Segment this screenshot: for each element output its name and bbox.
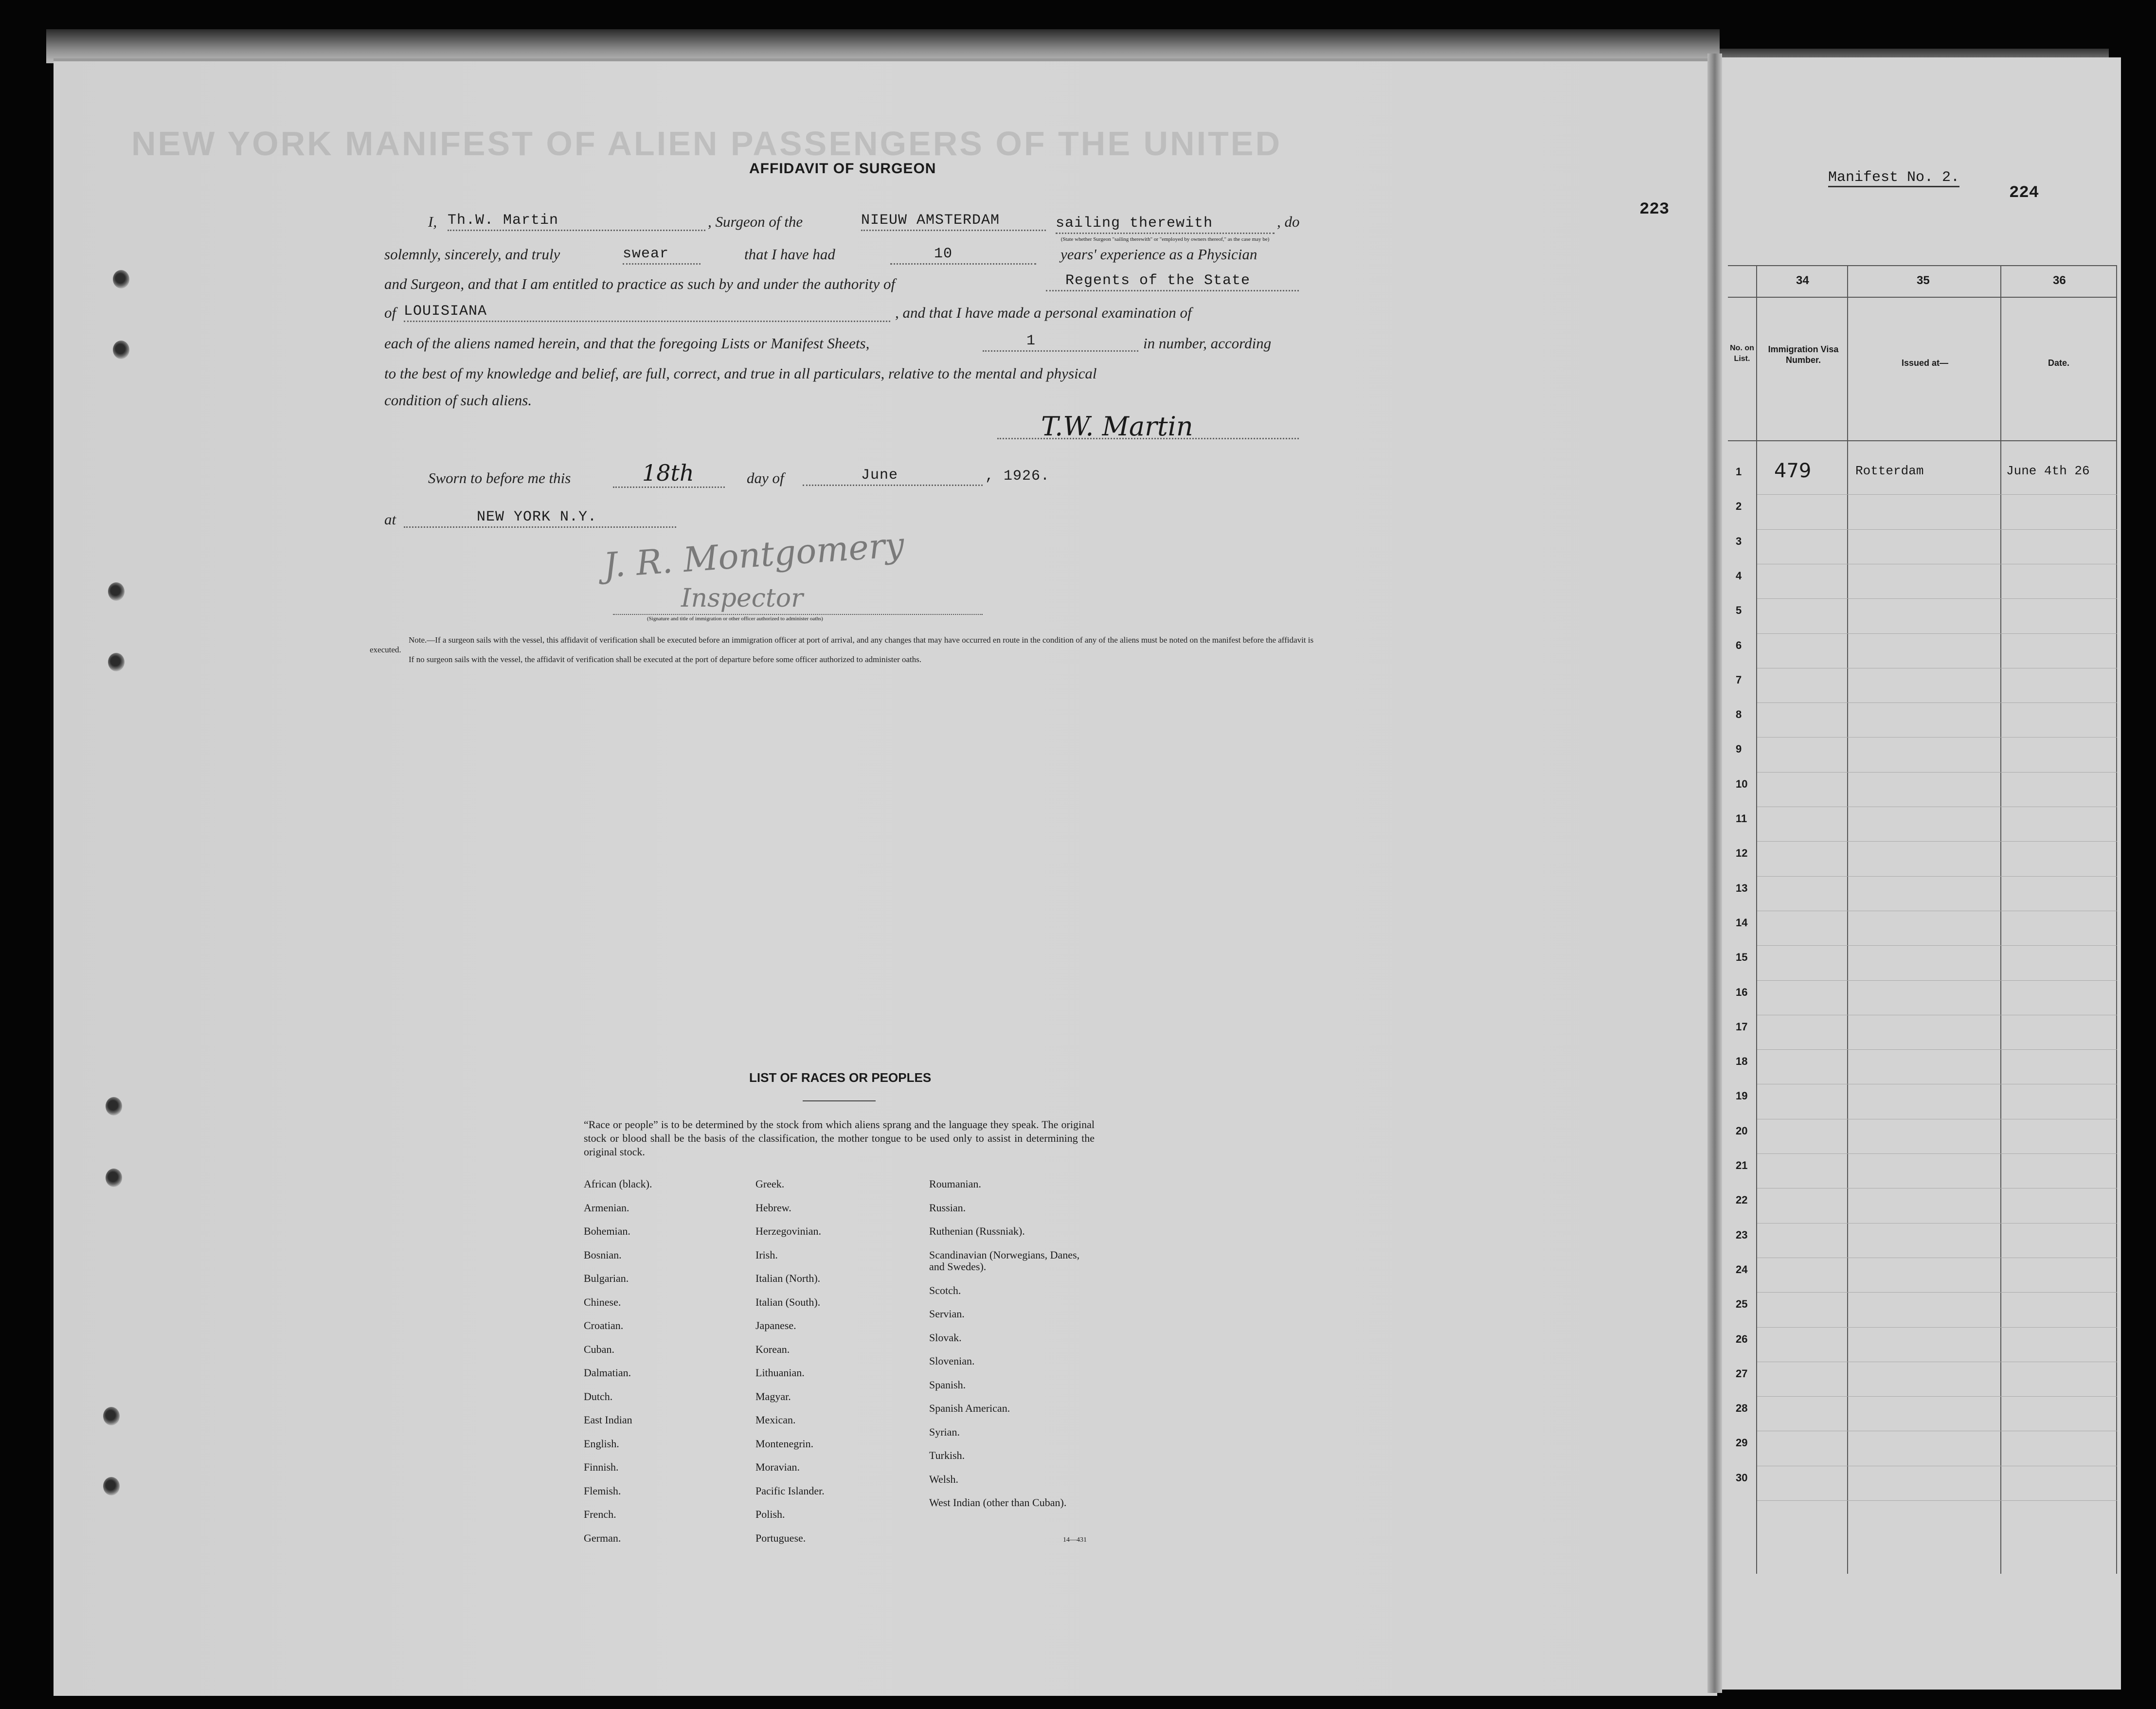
- at-label: at: [384, 511, 396, 528]
- column-head-issued-at: Issued at—: [1901, 358, 1949, 368]
- race-item: Spanish American.: [929, 1402, 1010, 1414]
- race-item: German.: [584, 1531, 621, 1544]
- best-knowledge-text: to the best of my knowledge and belief, are full, correct, and true in all particulars, relative to the mental and physical: [384, 365, 1097, 382]
- row-number: 7: [1736, 673, 1742, 686]
- row-number: 12: [1736, 847, 1748, 860]
- races-title: LIST OF RACES OR PEOPLES: [749, 1070, 932, 1085]
- races-intro: “Race or people” is to be determined by the stock from which aliens sprang and the language they speak. The original stock or blood shall be the basis of the classification, the mother tongue to be used only to assist in determining the original stock.: [584, 1118, 1095, 1158]
- signature-caption: (Signature and title of immigration or other officer authorized to administer oaths): [647, 616, 823, 622]
- race-item: Croatian.: [584, 1319, 624, 1331]
- race-item: Dalmatian.: [584, 1367, 631, 1379]
- row-number: 6: [1736, 639, 1742, 651]
- row-rule: [1757, 1396, 2117, 1397]
- years-field: 10: [890, 246, 1036, 265]
- race-item: Korean.: [755, 1343, 790, 1355]
- page-fold-edge: [1707, 54, 1722, 1693]
- each-alien-text: each of the aliens named herein, and that the foregoing Lists or Manifest Sheets,: [384, 335, 870, 352]
- grid-divider: [1847, 265, 1848, 1574]
- sworn-day-field: 18th: [642, 460, 694, 486]
- grid-divider: [2000, 265, 2001, 1574]
- years-suffix: years' experience as a Physician: [1060, 246, 1258, 263]
- race-item: Bulgarian.: [584, 1272, 629, 1284]
- vessel-name-field: NIEUW AMSTERDAM: [861, 212, 1046, 231]
- row-number: 17: [1736, 1020, 1748, 1033]
- punch-hole: [103, 1477, 120, 1495]
- race-item: Scotch.: [929, 1284, 961, 1296]
- page-number-left: 223: [1639, 200, 1670, 219]
- race-item: Italian (South).: [755, 1295, 821, 1308]
- race-item: Mexican.: [755, 1414, 796, 1426]
- race-item: Greek.: [755, 1178, 785, 1190]
- grid-header-rule: [1728, 440, 2117, 441]
- bleed-through-header: NEW YORK MANIFEST OF ALIEN PASSENGERS OF THE UNITED: [131, 125, 1282, 162]
- row-rule: [1757, 737, 2117, 738]
- column-head-date: Date.: [2048, 358, 2069, 368]
- oath-type-field: swear: [623, 246, 701, 265]
- race-item: Herzegovinian.: [755, 1225, 821, 1237]
- row-rule: [1757, 494, 2117, 495]
- year-label: , 1926.: [985, 468, 1050, 485]
- column-number-36: 36: [2053, 274, 2066, 287]
- race-item: Scandinavian (Norwegians, Danes, and Swedes).: [929, 1248, 1080, 1273]
- note-surgeon-sails: Note.—If a surgeon sails with the vessel, this affidavit of verification shall be executed before an immigration officer at port of arrival, and any changes that may have occurred en route in the condition of any of the aliens must be noted on the manifest before the affidavit is executed.: [370, 635, 1314, 654]
- issued-at-cell: Rotterdam: [1855, 464, 1924, 478]
- row-number: 13: [1736, 881, 1748, 894]
- do-label: , do: [1277, 213, 1300, 230]
- grid-divider: [1756, 265, 1757, 1574]
- punch-hole: [106, 1097, 122, 1115]
- race-item: Irish.: [755, 1248, 778, 1261]
- race-item: Moravian.: [755, 1461, 800, 1473]
- officer-signature-line: [613, 614, 983, 615]
- row-rule: [1757, 1292, 2117, 1293]
- race-item: Servian.: [929, 1308, 965, 1320]
- row-number: 15: [1736, 951, 1748, 964]
- race-item: Welsh.: [929, 1473, 958, 1485]
- races-title-rule: [803, 1100, 876, 1101]
- row-number: 25: [1736, 1298, 1748, 1311]
- row-number: 2: [1736, 500, 1742, 513]
- manifest-grid: [1728, 265, 2117, 1574]
- surgeon-prefix: I,: [428, 213, 437, 230]
- date-cell: June 4th 26: [2006, 464, 2090, 478]
- row-number: 27: [1736, 1367, 1748, 1380]
- race-item: English.: [584, 1437, 619, 1450]
- race-item: Roumanian.: [929, 1178, 981, 1190]
- place-field: NEW YORK N.Y.: [404, 509, 676, 528]
- row-rule: [1757, 633, 2117, 634]
- row-number: 1: [1736, 466, 1742, 478]
- row-rule: [1757, 980, 2117, 981]
- surgeon-signature: T.W. Martin: [1041, 411, 1193, 442]
- race-item: Bosnian.: [584, 1248, 622, 1261]
- row-number: 11: [1736, 812, 1747, 825]
- row-number: 18: [1736, 1055, 1748, 1068]
- races-column-3: [929, 1172, 1090, 1515]
- race-item: Japanese.: [755, 1319, 796, 1331]
- race-item: French.: [584, 1508, 616, 1520]
- grid-divider: [2116, 265, 2117, 1574]
- race-item: West Indian (other than Cuban).: [929, 1496, 1067, 1509]
- race-item: Montenegrin.: [755, 1437, 814, 1450]
- race-item: Russian.: [929, 1201, 966, 1214]
- row-rule: [1757, 1153, 2117, 1154]
- sailing-status-field: sailing therewith: [1056, 215, 1275, 234]
- authority-field: Regents of the State: [1046, 272, 1299, 291]
- row-rule: [1757, 1327, 2117, 1328]
- race-item: Finnish.: [584, 1461, 619, 1473]
- surgeon-of-label: , Surgeon of the: [708, 213, 803, 230]
- of-label: of: [384, 304, 396, 321]
- officer-signature: J. R. Montgomery: [602, 524, 906, 586]
- state-field: LOUISIANA: [404, 303, 890, 322]
- race-item: Lithuanian.: [755, 1367, 805, 1379]
- column-head-visa-number: Immigration Visa Number.: [1768, 344, 1839, 365]
- have-had-text: that I have had: [744, 246, 835, 263]
- row-number: 22: [1736, 1194, 1748, 1206]
- races-column-1: [584, 1172, 652, 1550]
- punch-hole: [106, 1169, 122, 1187]
- row-number: 26: [1736, 1332, 1748, 1345]
- row-number: 16: [1736, 986, 1748, 998]
- race-item: Hebrew.: [755, 1201, 791, 1214]
- row-number: 3: [1736, 535, 1742, 547]
- row-number: 24: [1736, 1263, 1748, 1276]
- punch-hole: [108, 582, 125, 601]
- row-number: 30: [1736, 1471, 1748, 1484]
- punch-hole: [113, 270, 129, 288]
- visa-number-cell: 479: [1774, 460, 1812, 482]
- race-item: Portuguese.: [755, 1531, 806, 1544]
- surgeon-name-field: Th.W. Martin: [448, 212, 705, 231]
- officer-title: Inspector: [681, 584, 803, 613]
- race-item: Flemish.: [584, 1484, 621, 1497]
- row-number: 8: [1736, 708, 1742, 721]
- in-number-text: in number, according: [1143, 335, 1272, 352]
- race-item: Turkish.: [929, 1449, 965, 1461]
- row-rule: [1757, 945, 2117, 946]
- race-item: Magyar.: [755, 1390, 791, 1403]
- grid-top-rule: [1728, 265, 2117, 266]
- sailing-note: (State whether Surgeon "sailing therewith" or "employed by owners thereof," as the case may be): [1060, 236, 1270, 242]
- row-number: 10: [1736, 777, 1748, 790]
- race-item: Chinese.: [584, 1295, 621, 1308]
- race-item: Bohemian.: [584, 1225, 630, 1237]
- race-item: Armenian.: [584, 1201, 629, 1214]
- punch-hole: [103, 1407, 120, 1425]
- solemnly-text: solemnly, sincerely, and truly: [384, 246, 560, 263]
- row-rule: [1757, 841, 2117, 842]
- races-column-2: [755, 1172, 825, 1550]
- row-number: 5: [1736, 604, 1742, 617]
- row-rule: [1757, 702, 2117, 703]
- race-item: Dutch.: [584, 1390, 613, 1403]
- condition-text: condition of such aliens.: [384, 392, 532, 409]
- column-number-34: 34: [1796, 274, 1809, 287]
- row-rule: [1757, 529, 2117, 530]
- sworn-text: Sworn to before me this: [428, 469, 571, 486]
- row-number: 4: [1736, 569, 1742, 582]
- row-number: 9: [1736, 743, 1742, 756]
- row-number: 29: [1736, 1437, 1748, 1449]
- column-number-35: 35: [1917, 274, 1930, 287]
- sheets-count-field: 1: [983, 333, 1138, 352]
- row-number: 21: [1736, 1159, 1748, 1171]
- row-rule: [1757, 1500, 2117, 1501]
- and-surgeon-text: and Surgeon, and that I am entitled to practice as such by and under the authority of: [384, 275, 896, 292]
- day-of-text: day of: [747, 469, 784, 486]
- race-item: Ruthenian (Russniak).: [929, 1225, 1025, 1237]
- manifest-number: Manifest No. 2.: [1828, 169, 1959, 187]
- punch-hole: [113, 341, 129, 359]
- race-item: Spanish.: [929, 1378, 966, 1391]
- grid-colnum-rule: [1728, 297, 2117, 298]
- race-item: Syrian.: [929, 1425, 960, 1438]
- row-number: 19: [1736, 1090, 1748, 1102]
- row-number: 20: [1736, 1124, 1748, 1137]
- race-item: Italian (North).: [755, 1272, 821, 1284]
- punch-hole: [108, 653, 125, 671]
- column-head-list-no: No. on List.: [1730, 344, 1754, 363]
- race-item: Slovenian.: [929, 1355, 975, 1367]
- row-rule: [1757, 876, 2117, 877]
- race-item: Polish.: [755, 1508, 785, 1520]
- affidavit-title: AFFIDAVIT OF SURGEON: [749, 161, 936, 177]
- row-number: 14: [1736, 916, 1748, 929]
- row-rule: [1757, 598, 2117, 599]
- page-number-right: 224: [2009, 184, 2039, 202]
- row-number: 28: [1736, 1402, 1748, 1415]
- race-item: Cuban.: [584, 1343, 614, 1355]
- personal-exam-text: , and that I have made a personal examination of: [895, 304, 1192, 321]
- row-rule: [1757, 1049, 2117, 1050]
- row-number: 23: [1736, 1228, 1748, 1241]
- race-item: East Indian: [584, 1414, 632, 1426]
- row-rule: [1757, 772, 2117, 773]
- race-item: Pacific Islander.: [755, 1484, 825, 1497]
- race-item: African (black).: [584, 1178, 652, 1190]
- month-field: June: [803, 467, 983, 486]
- race-item: Slovak.: [929, 1331, 962, 1344]
- form-number: 14—431: [1063, 1536, 1087, 1544]
- note-no-surgeon: If no surgeon sails with the vessel, the affidavit of verification shall be executed at the port of departure before some officer authorized to administer oaths.: [409, 655, 922, 664]
